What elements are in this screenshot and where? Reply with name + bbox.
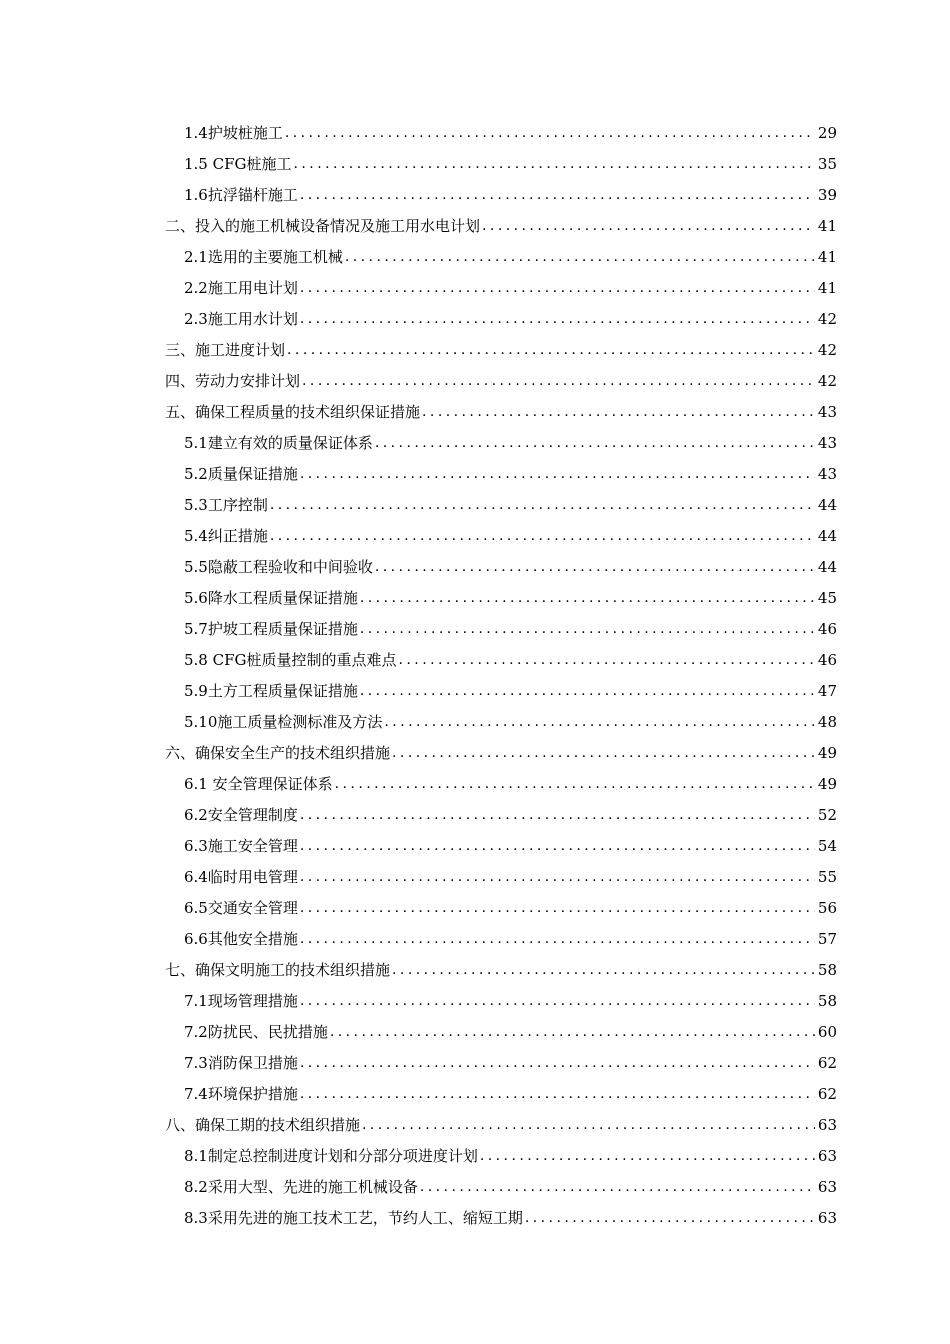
toc-entry[interactable] <box>165 328 837 359</box>
toc-entry[interactable] <box>165 1134 837 1165</box>
toc-entry-title: 7.4环境保护措施 <box>184 1085 298 1103</box>
toc-entry-title: 5.3工序控制 <box>184 496 268 514</box>
toc-entry-page-number: 43 <box>817 465 837 483</box>
toc-entry[interactable] <box>165 607 837 638</box>
toc-entry[interactable] <box>165 421 837 452</box>
toc-entry-page-number: 63 <box>817 1178 837 1196</box>
toc-entry[interactable] <box>165 824 837 855</box>
toc-entry[interactable] <box>165 855 837 886</box>
toc-dot-leader <box>300 279 815 297</box>
toc-entry-page-number: 55 <box>817 868 837 886</box>
toc-entry-title: 5.7护坡工程质量保证措施 <box>184 620 358 638</box>
toc-entry[interactable] <box>165 204 837 235</box>
toc-dot-leader <box>360 589 815 607</box>
toc-entry[interactable] <box>165 1072 837 1103</box>
toc-entry-title: 6.1 安全管理保证体系 <box>184 775 333 793</box>
toc-dot-leader <box>360 620 815 638</box>
toc-entry-page-number: 39 <box>817 186 837 204</box>
toc-entry-page-number: 42 <box>817 310 837 328</box>
toc-entry-title: 二、投入的施工机械设备情况及施工用水电计划 <box>165 217 481 235</box>
toc-dot-leader <box>335 775 815 793</box>
toc-entry-page-number: 49 <box>817 775 837 793</box>
toc-entry[interactable] <box>165 917 837 948</box>
toc-entry[interactable] <box>165 1103 837 1134</box>
toc-entry-title: 5.9土方工程质量保证措施 <box>184 682 358 700</box>
toc-entry-page-number: 44 <box>817 527 837 545</box>
toc-entry-title: 7.1现场管理措施 <box>184 992 298 1010</box>
toc-entry-page-number: 46 <box>817 651 837 669</box>
toc-entry-page-number: 41 <box>817 279 837 297</box>
toc-dot-leader <box>422 403 815 421</box>
toc-entry-title: 5.5隐蔽工程验收和中间验收 <box>184 558 373 576</box>
toc-entry-page-number: 43 <box>817 434 837 452</box>
toc-entry[interactable] <box>165 762 837 793</box>
toc-dot-leader <box>300 899 815 917</box>
toc-entry-page-number: 45 <box>817 589 837 607</box>
toc-entry[interactable] <box>165 638 837 669</box>
toc-entry[interactable] <box>165 793 837 824</box>
toc-entry-page-number: 42 <box>817 341 837 359</box>
toc-entry-title: 5.8 CFG桩质量控制的重点难点 <box>184 651 397 669</box>
toc-dot-leader <box>300 1085 815 1103</box>
toc-dot-leader <box>330 1023 815 1041</box>
toc-entry-page-number: 46 <box>817 620 837 638</box>
toc-dot-leader <box>360 682 815 700</box>
toc-entry-page-number: 62 <box>817 1085 837 1103</box>
toc-entry-page-number: 43 <box>817 403 837 421</box>
toc-entry[interactable] <box>165 1165 837 1196</box>
toc-entry-title: 四、劳动力安排计划 <box>165 372 301 390</box>
toc-entry-title: 七、确保文明施工的技术组织措施 <box>165 961 391 979</box>
toc-entry-title: 2.3施工用水计划 <box>184 310 298 328</box>
toc-entry[interactable] <box>165 142 837 173</box>
toc-dot-leader <box>300 186 815 204</box>
toc-entry-title: 6.3施工安全管理 <box>184 837 298 855</box>
toc-dot-leader <box>399 651 816 669</box>
toc-entry[interactable] <box>165 452 837 483</box>
toc-entry[interactable] <box>165 731 837 762</box>
toc-entry-page-number: 63 <box>817 1147 837 1165</box>
toc-dot-leader <box>300 837 815 855</box>
toc-entry-page-number: 58 <box>817 961 837 979</box>
toc-entry-title: 6.4临时用电管理 <box>184 868 298 886</box>
toc-dot-leader <box>375 434 815 452</box>
toc-entry-title: 5.2质量保证措施 <box>184 465 298 483</box>
toc-dot-leader <box>392 744 815 762</box>
toc-entry-page-number: 47 <box>817 682 837 700</box>
toc-entry[interactable] <box>165 669 837 700</box>
toc-entry-page-number: 35 <box>817 155 837 173</box>
toc-entry-title: 5.1建立有效的质量保证体系 <box>184 434 373 452</box>
toc-dot-leader <box>285 124 815 142</box>
toc-entry-title: 7.2防扰民、民扰措施 <box>184 1023 328 1041</box>
toc-entry[interactable] <box>165 886 837 917</box>
toc-entry[interactable] <box>165 1196 837 1227</box>
toc-dot-leader <box>300 310 815 328</box>
toc-entry-title: 8.3采用先进的施工技术工艺，节约人工、缩短工期 <box>184 1209 523 1227</box>
toc-dot-leader <box>270 527 815 545</box>
toc-entry[interactable] <box>165 545 837 576</box>
toc-dot-leader <box>300 992 815 1010</box>
toc-dot-leader <box>294 155 816 173</box>
toc-entry-page-number: 63 <box>817 1116 837 1134</box>
toc-dot-leader <box>300 806 815 824</box>
toc-entry-title: 1.6抗浮锚杆施工 <box>184 186 298 204</box>
toc-entry-page-number: 52 <box>817 806 837 824</box>
toc-entry-title: 5.10施工质量检测标准及方法 <box>184 713 383 731</box>
toc-entry[interactable] <box>165 111 837 142</box>
toc-entry[interactable] <box>165 297 837 328</box>
toc-entry[interactable] <box>165 266 837 297</box>
toc-entry[interactable] <box>165 514 837 545</box>
toc-entry-title: 6.5交通安全管理 <box>184 899 298 917</box>
toc-entry-page-number: 44 <box>817 558 837 576</box>
toc-dot-leader <box>392 961 815 979</box>
toc-entry[interactable] <box>165 390 837 421</box>
toc-entry-page-number: 29 <box>817 124 837 142</box>
toc-entry-title: 五、确保工程质量的技术组织保证措施 <box>165 403 421 421</box>
toc-entry-title: 6.6其他安全措施 <box>184 930 298 948</box>
toc-entry-title: 6.2安全管理制度 <box>184 806 298 824</box>
toc-dot-leader <box>287 341 815 359</box>
toc-entry[interactable] <box>165 948 837 979</box>
toc-dot-leader <box>345 248 815 266</box>
toc-dot-leader <box>300 465 815 483</box>
toc-entry-page-number: 41 <box>817 217 837 235</box>
toc-entry-page-number: 54 <box>817 837 837 855</box>
toc-entry-title: 八、确保工期的技术组织措施 <box>165 1116 361 1134</box>
toc-dot-leader <box>482 217 815 235</box>
toc-entry[interactable] <box>165 1010 837 1041</box>
toc-dot-leader <box>302 372 815 390</box>
toc-entry-page-number: 58 <box>817 992 837 1010</box>
toc-entry-title: 5.4纠正措施 <box>184 527 268 545</box>
toc-dot-leader <box>300 930 815 948</box>
toc-entry-title: 7.3消防保卫措施 <box>184 1054 298 1072</box>
toc-entry-title: 8.1制定总控制进度计划和分部分项进度计划 <box>184 1147 478 1165</box>
toc-entry-page-number: 60 <box>817 1023 837 1041</box>
toc-dot-leader <box>300 868 815 886</box>
toc-entry[interactable] <box>165 979 837 1010</box>
table-of-contents <box>165 111 837 1227</box>
toc-entry-page-number: 63 <box>817 1209 837 1227</box>
toc-dot-leader <box>480 1147 815 1165</box>
toc-entry-page-number: 42 <box>817 372 837 390</box>
toc-entry[interactable] <box>165 173 837 204</box>
toc-entry[interactable] <box>165 235 837 266</box>
toc-entry-title: 三、施工进度计划 <box>165 341 286 359</box>
toc-entry-page-number: 48 <box>817 713 837 731</box>
toc-entry[interactable] <box>165 576 837 607</box>
toc-dot-leader <box>420 1178 815 1196</box>
toc-entry[interactable] <box>165 483 837 514</box>
toc-dot-leader <box>300 1054 815 1072</box>
toc-entry-page-number: 44 <box>817 496 837 514</box>
toc-entry-title: 5.6降水工程质量保证措施 <box>184 589 358 607</box>
toc-entry-title: 六、确保安全生产的技术组织措施 <box>165 744 391 762</box>
toc-entry-page-number: 57 <box>817 930 837 948</box>
toc-entry-page-number: 56 <box>817 899 837 917</box>
toc-entry[interactable] <box>165 359 837 390</box>
toc-entry-title: 8.2采用大型、先进的施工机械设备 <box>184 1178 418 1196</box>
toc-entry-title: 1.5 CFG桩施工 <box>184 155 292 173</box>
toc-entry-page-number: 41 <box>817 248 837 266</box>
toc-entry-page-number: 62 <box>817 1054 837 1072</box>
toc-entry-page-number: 49 <box>817 744 837 762</box>
toc-entry-title: 2.1选用的主要施工机械 <box>184 248 343 266</box>
toc-entry[interactable] <box>165 1041 837 1072</box>
toc-dot-leader <box>525 1209 815 1227</box>
toc-dot-leader <box>362 1116 815 1134</box>
toc-entry-title: 2.2施工用电计划 <box>184 279 298 297</box>
toc-dot-leader <box>384 713 815 731</box>
toc-dot-leader <box>270 496 815 514</box>
toc-dot-leader <box>375 558 815 576</box>
toc-entry[interactable] <box>165 700 837 731</box>
toc-entry-title: 1.4护坡桩施工 <box>184 124 283 142</box>
